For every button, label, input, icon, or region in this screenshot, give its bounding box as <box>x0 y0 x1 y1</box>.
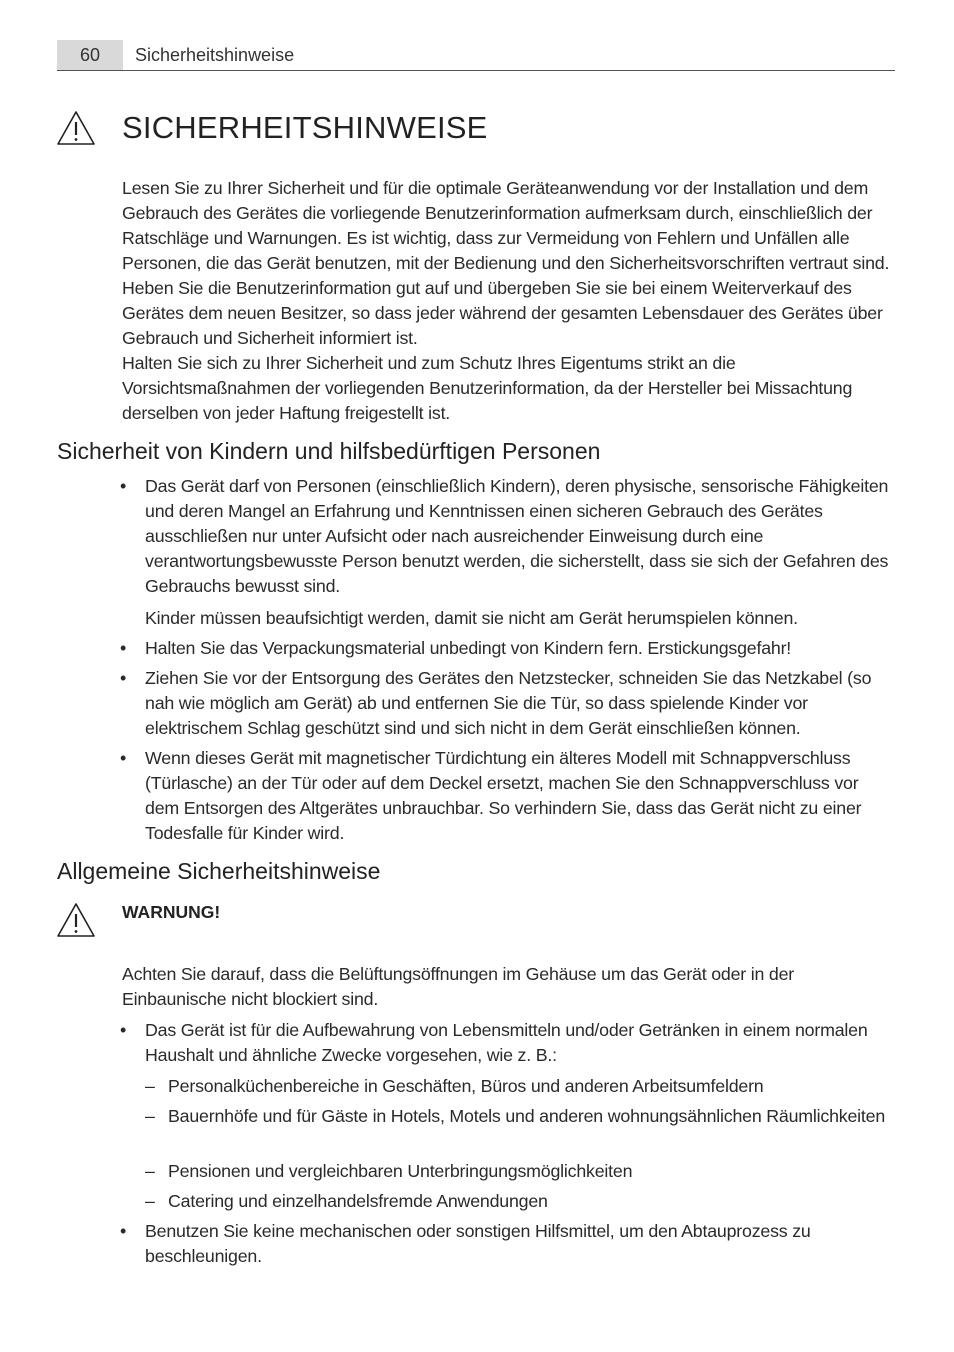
list-item <box>120 1018 897 1068</box>
dash-mark: – <box>145 1161 155 1181</box>
warning-triangle-icon <box>56 110 96 146</box>
bullet-mark: • <box>120 1020 127 1040</box>
list-item-text: Das Gerät ist für die Aufbewahrung von Lebensmitteln und/oder Getränken in einem normalen Haushalt und ähnliche Zwecke vorgesehen, wie z. B.: <box>145 1020 868 1065</box>
running-title: Sicherheitshinweise <box>135 44 295 65</box>
list-item-text: Kinder müssen beaufsichtigt werden, damit sie nicht am Gerät herumspielen können. <box>145 608 798 628</box>
list-item-text: Benutzen Sie keine mechanischen oder sonstigen Hilfsmittel, um den Abtauprozess zu beschleunigen. <box>145 1221 811 1266</box>
dash-mark: – <box>145 1076 155 1096</box>
sub-list-item-text: Catering und einzelhandelsfremde Anwendungen <box>168 1191 548 1211</box>
page-number: 60 <box>57 40 123 70</box>
intro-paragraph <box>122 176 897 426</box>
children-safety-heading: Sicherheit von Kindern und hilfsbedürftigen Personen <box>57 438 601 464</box>
list-item <box>120 474 897 599</box>
list-item-continuation <box>120 606 897 631</box>
intro-paragraph-2: Halten Sie sich zu Ihrer Sicherheit und zum Schutz Ihres Eigentums strikt an die Vorsichtsmaßnahmen der vorliegenden Benutzerinformation, da der Hersteller bei Missachtung derselben von jeder Haftung freigestellt ist. <box>122 353 853 423</box>
bullet-mark: • <box>120 668 127 688</box>
bullet-mark: • <box>120 748 127 768</box>
list-item <box>120 636 897 661</box>
bullet-mark: • <box>120 638 127 658</box>
sub-list-item <box>145 1189 897 1214</box>
page-title: SICHERHEITSHINWEISE <box>122 110 488 145</box>
list-item <box>120 1219 897 1269</box>
list-item-text: Wenn dieses Gerät mit magnetischer Türdichtung ein älteres Modell mit Schnappverschluss (Türlasche) an der Tür oder auf dem Deckel ersetzt, machen Sie den Schnappverschluss vor dem Entsorgen des Altgerätes unbrauchbar. So verhindern Sie, dass das Gerät nicht zu einer Todesfalle für Kinder wird. <box>145 748 862 843</box>
list-item-text: Ziehen Sie vor der Entsorgung des Gerätes den Netzstecker, schneiden Sie das Netzkabel (so nah wie möglich am Gerät) ab und entfernen Sie die Tür, so dass spielende Kinder vor elektrischem Schlag geschützt sind und sich nicht in dem Gerät einschließen können. <box>145 668 872 738</box>
list-item <box>120 746 897 846</box>
warning-triangle-icon <box>56 902 96 938</box>
general-safety-heading: Allgemeine Sicherheitshinweise <box>57 858 381 884</box>
sub-list-item-text: Pensionen und vergleichbaren Unterbringungsmöglichkeiten <box>168 1161 633 1181</box>
bullet-mark: • <box>120 1221 127 1241</box>
sub-list-item-text: Bauernhöfe und für Gäste in Hotels, Motels und anderen wohnungsähnlichen Räumlichkeiten <box>168 1106 886 1126</box>
bullet-mark: • <box>120 476 127 496</box>
list-item-text: Halten Sie das Verpackungsmaterial unbedingt von Kindern fern. Erstickungsgefahr! <box>145 638 792 658</box>
list-item <box>120 666 897 741</box>
sub-list-item <box>145 1074 897 1099</box>
warning-text: Achten Sie darauf, dass die Belüftungsöffnungen im Gehäuse um das Gerät oder in der Einbaunische nicht blockiert sind. <box>122 964 795 1009</box>
page-header <box>57 40 895 71</box>
dash-mark: – <box>145 1106 155 1126</box>
list-item-text: Das Gerät darf von Personen (einschließlich Kindern), deren physische, sensorische Fähigkeiten und deren Mangel an Erfahrung und Kenntnissen einen sicheren Gebrauch des Gerätes ausschließen nur unter Aufsicht oder nach ausreichender Einweisung durch eine verantwortungsbewusste Person benutzt werden, die sicherstellt, dass sie sich der Gefahren des Gebrauchs bewusst sind. <box>145 476 889 596</box>
sub-list-item <box>145 1159 897 1184</box>
sub-list-item <box>145 1104 897 1129</box>
dash-mark: – <box>145 1191 155 1211</box>
sub-list-item-text: Personalküchenbereiche in Geschäften, Büros und anderen Arbeitsumfeldern <box>168 1076 764 1096</box>
warning-label: WARNUNG! <box>122 902 221 922</box>
intro-paragraph-1: Lesen Sie zu Ihrer Sicherheit und für die optimale Geräteanwendung vor der Installation und dem Gebrauch des Gerätes die vorliegende Benutzerinformation aufmerksam durch, einschließlich der Ratschläge und Warnungen. Es ist wichtig, dass zur Vermeidung von Fehlern und Unfällen alle Personen, die das Gerät benutzen, mit der Bedienung und den Sicherheitsvorschriften vertraut sind. Heben Sie die Benutzerinformation gut auf und übergeben Sie sie bei einem Weiterverkauf des Gerätes dem neuen Besitzer, so dass jeder während der gesamten Lebensdauer des Gerätes über Gebrauch und Sicherheit informiert ist. <box>122 178 890 348</box>
